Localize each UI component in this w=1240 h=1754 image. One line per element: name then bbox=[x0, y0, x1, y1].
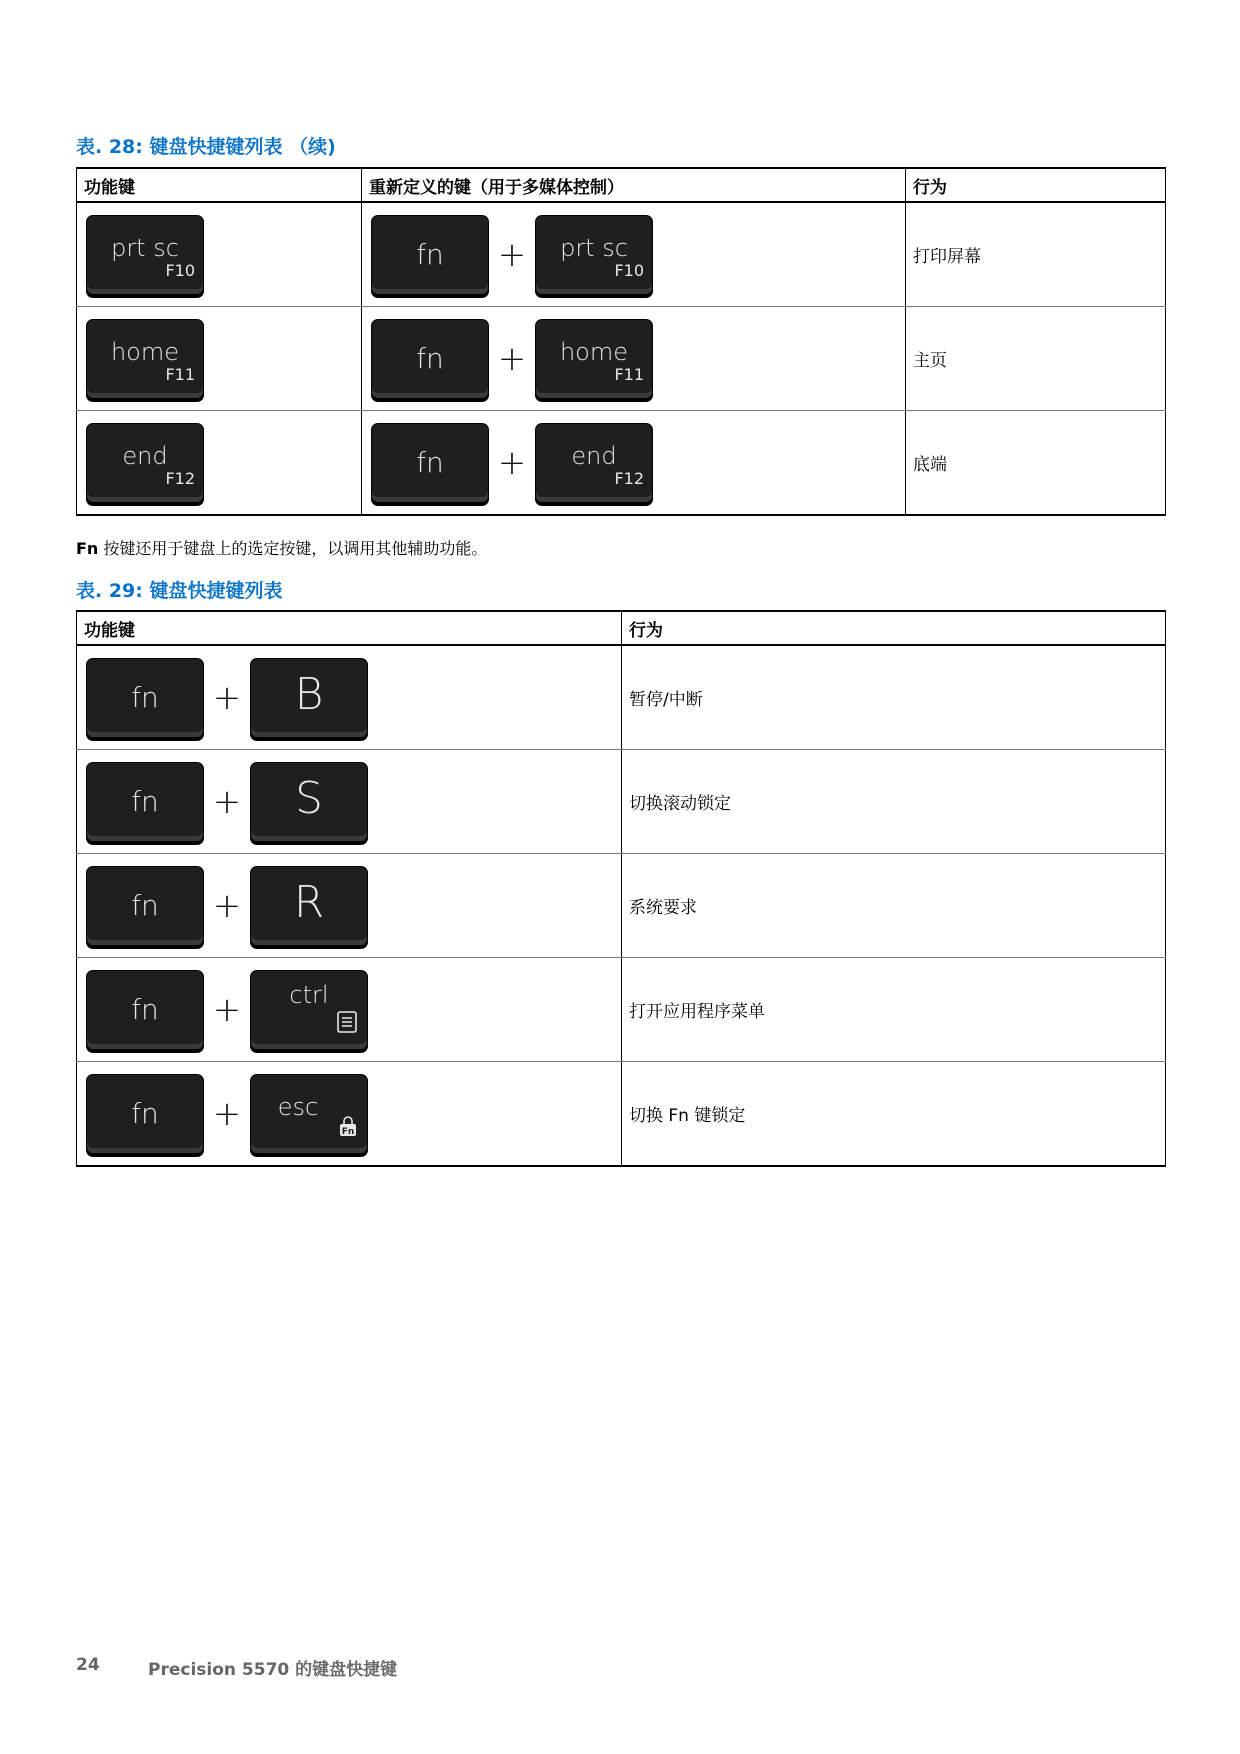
key-label: fn bbox=[131, 784, 159, 818]
key-label: fn bbox=[416, 237, 444, 271]
key-label: prt sc bbox=[111, 233, 179, 262]
action-cell: 打开应用程序菜单 bbox=[622, 958, 1166, 1062]
key-fn bbox=[371, 423, 489, 503]
key-sublabel: F10 bbox=[614, 260, 644, 280]
key-ctrl bbox=[250, 970, 368, 1050]
page-number: 24 bbox=[76, 1655, 100, 1675]
function-key-cell bbox=[77, 1062, 622, 1167]
key-b bbox=[250, 658, 368, 738]
action-cell: 切换 Fn 键锁定 bbox=[622, 1062, 1166, 1167]
redefined-key-cell bbox=[362, 411, 906, 516]
function-key-cell bbox=[77, 411, 362, 516]
key-fn bbox=[86, 866, 204, 946]
key-prtsc bbox=[535, 215, 653, 295]
key-label: end bbox=[122, 441, 168, 470]
header-redefined-key: 重新定义的键（用于多媒体控制） bbox=[362, 168, 906, 202]
redefined-key-cell bbox=[362, 307, 906, 411]
action-cell: 暂停/中断 bbox=[622, 645, 1166, 750]
action-cell: 系统要求 bbox=[622, 854, 1166, 958]
key-label: fn bbox=[131, 992, 159, 1026]
key-fn bbox=[371, 215, 489, 295]
plus-sign: + bbox=[212, 885, 242, 926]
key-fn bbox=[86, 658, 204, 738]
table-row bbox=[77, 411, 1166, 516]
table-28-caption: 表. 28: 键盘快捷键列表 （续) bbox=[76, 136, 336, 158]
function-key-cell bbox=[77, 750, 622, 854]
shortcut-table-28 bbox=[76, 167, 1166, 516]
key-home bbox=[535, 319, 653, 399]
key-label: fn bbox=[416, 341, 444, 375]
plus-sign: + bbox=[497, 234, 527, 275]
key-label: esc bbox=[277, 1092, 319, 1121]
plus-sign: + bbox=[497, 442, 527, 483]
note-text: 按键还用于键盘上的选定按键，以调用其他辅助功能。 bbox=[98, 539, 488, 558]
table-row bbox=[77, 958, 1166, 1062]
key-label: home bbox=[559, 337, 629, 366]
footer-title: Precision 5570 的键盘快捷键 bbox=[148, 1660, 398, 1680]
key-end bbox=[86, 423, 204, 503]
key-sublabel: F10 bbox=[165, 260, 195, 280]
action-cell: 打印屏幕 bbox=[906, 202, 1166, 307]
action-cell: 主页 bbox=[906, 307, 1166, 411]
action-cell: 底端 bbox=[906, 411, 1166, 516]
plus-sign: + bbox=[212, 677, 242, 718]
fn-lock-icon bbox=[339, 1115, 357, 1141]
plus-sign: + bbox=[212, 989, 242, 1030]
table-29-caption: 表. 29: 键盘快捷键列表 bbox=[76, 580, 283, 602]
fn-note bbox=[76, 536, 487, 559]
key-s bbox=[250, 762, 368, 842]
key-r bbox=[250, 866, 368, 946]
key-end bbox=[535, 423, 653, 503]
table-row bbox=[77, 1062, 1166, 1167]
action-cell: 切换滚动锁定 bbox=[622, 750, 1166, 854]
key-label: prt sc bbox=[560, 233, 628, 262]
key-label: fn bbox=[131, 680, 159, 714]
key-prtsc bbox=[86, 215, 204, 295]
plus-sign: + bbox=[212, 781, 242, 822]
shortcut-table-29 bbox=[76, 610, 1166, 1167]
key-home bbox=[86, 319, 204, 399]
key-sublabel: F12 bbox=[165, 468, 195, 488]
table-row bbox=[77, 307, 1166, 411]
redefined-key-cell bbox=[362, 202, 906, 307]
menu-icon bbox=[337, 1011, 357, 1037]
key-esc bbox=[250, 1074, 368, 1154]
function-key-cell bbox=[77, 307, 362, 411]
key-label: S bbox=[295, 772, 323, 824]
key-sublabel: F12 bbox=[614, 468, 644, 488]
header-behavior: 行为 bbox=[622, 611, 1166, 645]
plus-sign: + bbox=[497, 338, 527, 379]
key-fn bbox=[86, 762, 204, 842]
function-key-cell bbox=[77, 854, 622, 958]
function-key-cell bbox=[77, 958, 622, 1062]
key-fn bbox=[86, 1074, 204, 1154]
key-label: end bbox=[571, 441, 617, 470]
key-label: fn bbox=[131, 888, 159, 922]
header-behavior: 行为 bbox=[906, 168, 1166, 202]
table-row bbox=[77, 750, 1166, 854]
key-label: R bbox=[293, 876, 325, 928]
table-row bbox=[77, 202, 1166, 307]
key-fn bbox=[86, 970, 204, 1050]
key-sublabel: F11 bbox=[165, 364, 195, 384]
key-label: B bbox=[294, 668, 324, 720]
table-row bbox=[77, 854, 1166, 958]
key-label: ctrl bbox=[289, 980, 329, 1009]
key-label: fn bbox=[131, 1096, 159, 1130]
function-key-cell bbox=[77, 645, 622, 750]
header-function-key: 功能键 bbox=[77, 168, 362, 202]
table-row bbox=[77, 645, 1166, 750]
plus-sign: + bbox=[212, 1093, 242, 1134]
key-fn bbox=[371, 319, 489, 399]
key-label: fn bbox=[416, 445, 444, 479]
key-label: home bbox=[110, 337, 180, 366]
key-sublabel: F11 bbox=[614, 364, 644, 384]
note-bold: Fn bbox=[76, 539, 99, 558]
svg-text:Fn: Fn bbox=[341, 1126, 355, 1137]
function-key-cell bbox=[77, 202, 362, 307]
header-function-key: 功能键 bbox=[77, 611, 622, 645]
